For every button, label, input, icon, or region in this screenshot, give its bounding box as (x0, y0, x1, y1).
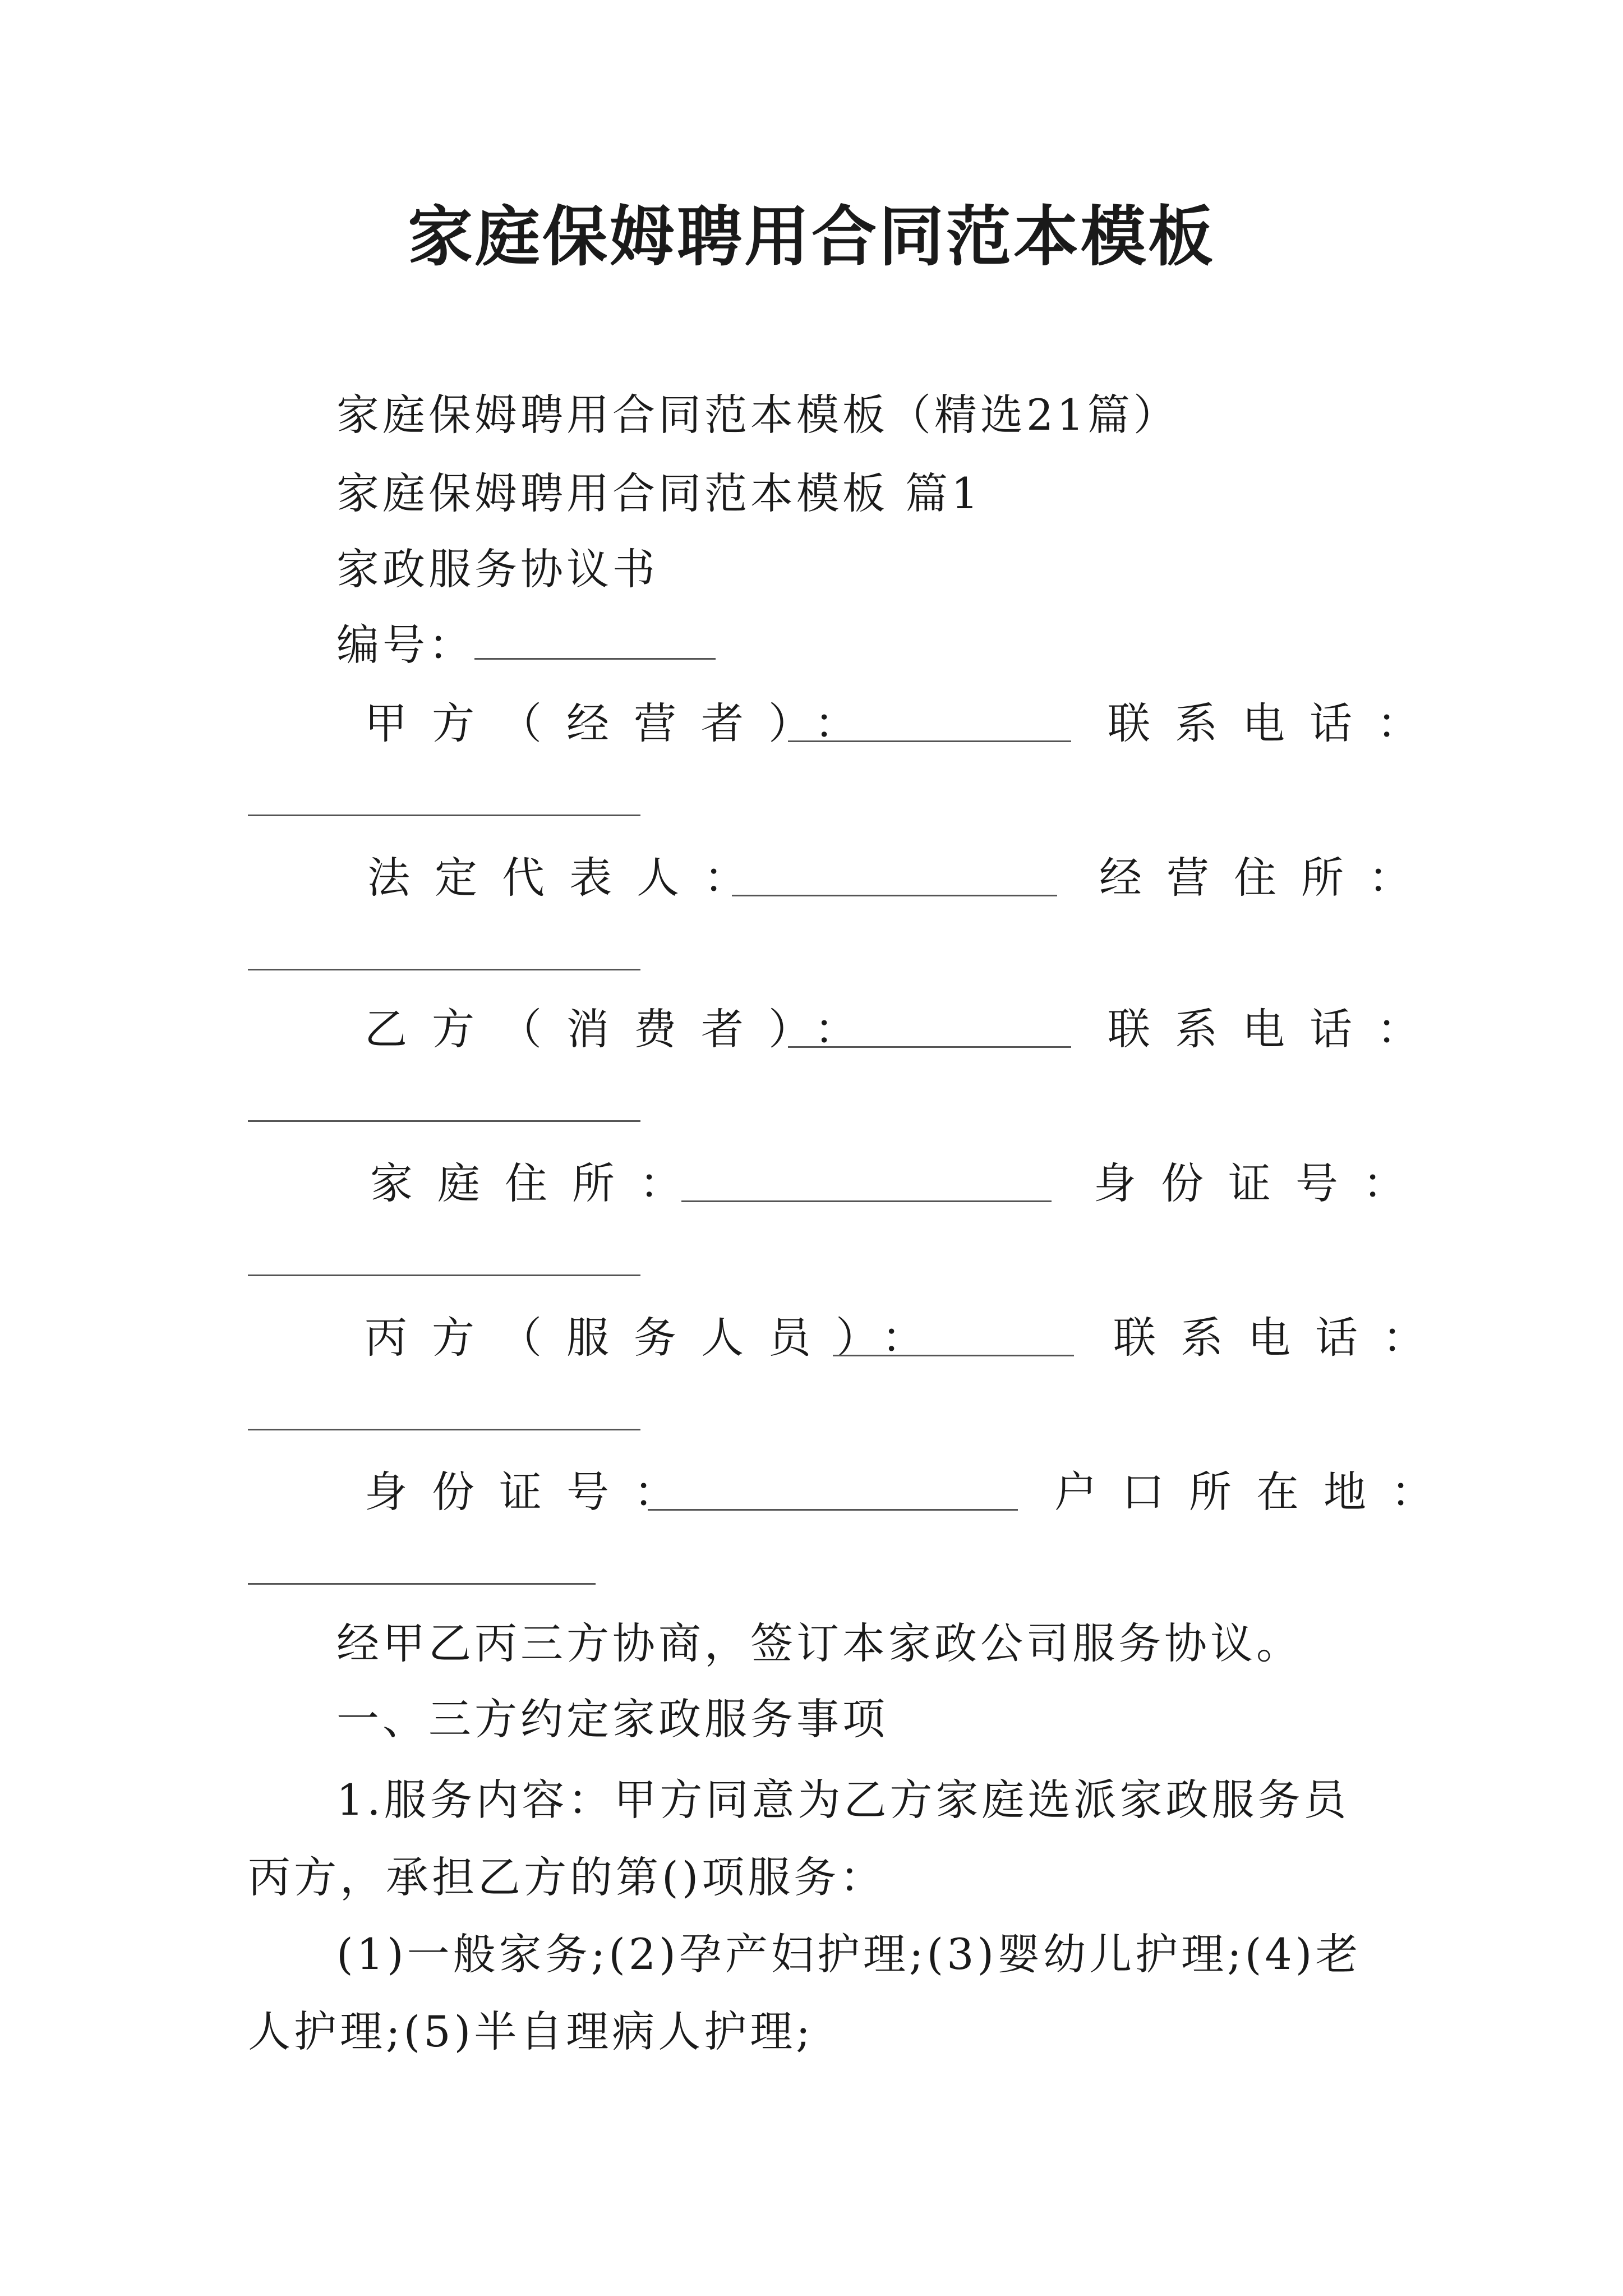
id-number-blank (248, 1274, 640, 1276)
party-b-label: 乙方（消费者）： (365, 1004, 882, 1054)
number-label: 编号： (336, 620, 474, 670)
party-a-blank (788, 740, 1071, 742)
number-field (336, 617, 716, 673)
household-label: 户口所在地： (1054, 1467, 1458, 1517)
party-c-phone-label: 联系电话： (1113, 1313, 1450, 1363)
party-b-phone-blank (248, 1120, 640, 1122)
party-c-id-blank (648, 1509, 1018, 1511)
home-address-label: 家庭住所： (370, 1158, 707, 1208)
agreement-title: 家政服务协议书 (336, 544, 658, 594)
item-one-paragraph: 1.服务内容：甲方同意为乙方家庭选派家政服务员丙方，承担乙方的第()项服务： (248, 1775, 1350, 1902)
party-a-phone-blank (248, 815, 640, 816)
id-number-label: 身份证号： (1094, 1158, 1430, 1208)
party-c-label: 丙方（服务人员）： (365, 1313, 949, 1363)
party-a-phone-label: 联系电话： (1108, 698, 1444, 748)
number-blank (474, 619, 716, 660)
party-c-phone-blank (248, 1429, 640, 1430)
intro-text: 经甲乙丙三方协商，签订本家政公司服务协议。 (336, 1618, 1302, 1668)
document-subtitle: 家庭保姆聘用合同范本模板（精选21篇） (336, 390, 1179, 440)
party-c-blank (833, 1355, 1074, 1356)
document-title: 家庭保姆聘用合同范本模板 (408, 199, 1215, 275)
legal-rep-label: 法定代表人： (367, 853, 771, 903)
item-list-paragraph: (1)一般家务;(2)孕产妇护理;(3)婴幼儿护理;(4)老人护理;(5)半自理病人护理; (248, 1929, 1362, 2056)
section-one-heading: 一、三方约定家政服务事项 (336, 1694, 888, 1744)
section-heading: 家庭保姆聘用合同范本模板 篇1 (336, 468, 982, 518)
party-b-blank (788, 1046, 1071, 1048)
party-c-id-label: 身份证号： (365, 1467, 701, 1517)
business-address-label: 经营住所： (1099, 853, 1436, 903)
party-a-label: 甲方（经营者）： (365, 698, 882, 748)
home-address-blank (681, 1200, 1052, 1202)
business-address-blank (248, 969, 640, 970)
household-blank (248, 1583, 596, 1585)
party-b-phone-label: 联系电话： (1108, 1004, 1444, 1054)
legal-rep-blank (732, 895, 1057, 896)
